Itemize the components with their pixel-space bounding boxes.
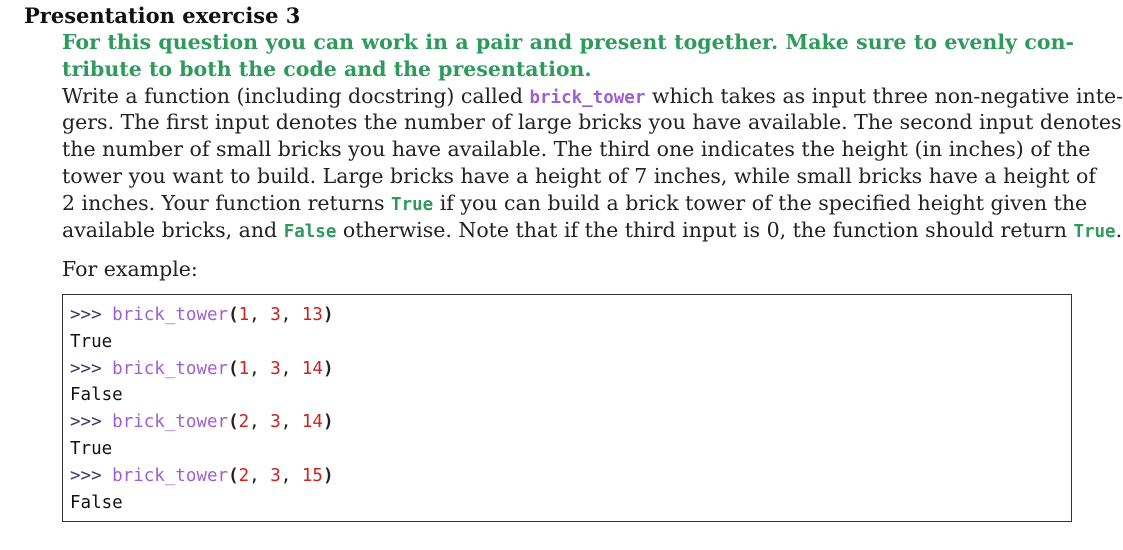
code-comma: ,: [280, 412, 302, 433]
code-prompt: >>>: [70, 412, 113, 433]
desc-line-3: the number of small bricks you have available. The third one indicates the height (in inches) of the: [62, 137, 1091, 162]
description-paragraph: [62, 83, 1123, 244]
inline-code-function-name: brick_tower: [529, 87, 646, 108]
desc-line-4: tower you want to build. Large bricks have a height of 7 inches, while small bricks have a height of: [62, 163, 1096, 188]
code-argument: 2: [238, 412, 250, 433]
code-close-paren: ): [322, 358, 334, 379]
code-comma: ,: [249, 465, 271, 486]
code-output-line: False: [70, 385, 123, 406]
desc-text: Write a function (including docstring) called: [62, 83, 530, 108]
inline-code-true: True: [391, 194, 434, 215]
desc-text: .: [1115, 217, 1123, 242]
desc-line-1: [62, 83, 1123, 110]
desc-line-6: [62, 217, 1123, 244]
code-comma: ,: [249, 305, 271, 325]
code-open-paren: (: [228, 358, 239, 379]
code-output-line: True: [70, 438, 113, 459]
code-function-name: brick_tower: [112, 412, 229, 433]
code-prompt: >>>: [70, 358, 113, 379]
code-close-paren: ): [322, 412, 334, 433]
code-argument: 13: [301, 305, 323, 325]
inline-code-false: False: [283, 221, 337, 242]
code-argument: 3: [270, 412, 281, 433]
code-input-line: [70, 463, 1071, 490]
desc-line-5: [62, 190, 1088, 217]
code-function-name: brick_tower: [112, 358, 229, 379]
desc-text: if you can build a brick tower of the specified height given the: [433, 190, 1088, 215]
code-argument: 3: [270, 305, 281, 325]
code-comma: ,: [280, 305, 302, 325]
code-close-paren: ): [322, 465, 334, 486]
desc-text: 2 inches. Your function returns: [62, 190, 392, 215]
intro-paragraph: [62, 29, 1074, 83]
code-open-paren: (: [228, 465, 239, 486]
code-argument: 2: [238, 465, 250, 486]
example-label: For example:: [62, 257, 198, 281]
exercise-body: [62, 29, 1123, 243]
code-prompt: >>>: [70, 465, 113, 486]
intro-line-1: For this question you can work in a pair and present together. Make sure to evenly con-: [62, 30, 1074, 54]
code-argument: 3: [270, 465, 281, 486]
inline-code-true: True: [1073, 221, 1116, 242]
code-argument: 14: [301, 358, 323, 379]
code-function-name: brick_tower: [112, 465, 229, 486]
code-open-paren: (: [228, 412, 239, 433]
code-open-paren: (: [228, 305, 239, 325]
code-input-line: [70, 302, 1071, 329]
code-argument: 14: [301, 412, 323, 433]
code-comma: ,: [249, 358, 271, 379]
code-argument: 1: [238, 358, 250, 379]
code-argument: 3: [270, 358, 281, 379]
desc-text: available bricks, and: [62, 217, 284, 242]
desc-text: which takes as input three non-negative inte-: [645, 83, 1123, 108]
code-argument: 15: [301, 465, 323, 486]
code-example-box: [62, 294, 1072, 522]
code-comma: ,: [280, 358, 302, 379]
code-output-line: False: [70, 492, 123, 513]
code-output-line: True: [70, 331, 113, 352]
code-argument: 1: [238, 305, 250, 325]
desc-text: otherwise. Note that if the third input is 0, the function should return: [336, 217, 1074, 242]
desc-line-2: gers. The first input denotes the number of large bricks you have available. The second input denotes: [62, 110, 1122, 135]
code-input-line: [70, 356, 1071, 383]
exercise-heading: Presentation exercise 3: [24, 3, 301, 28]
code-prompt: >>>: [70, 305, 113, 325]
code-comma: ,: [280, 465, 302, 486]
code-input-line: [70, 409, 1071, 436]
code-close-paren: ): [322, 305, 334, 325]
code-function-name: brick_tower: [112, 305, 229, 325]
intro-line-2: tribute to both the code and the presentation.: [62, 56, 592, 81]
code-comma: ,: [249, 412, 271, 433]
